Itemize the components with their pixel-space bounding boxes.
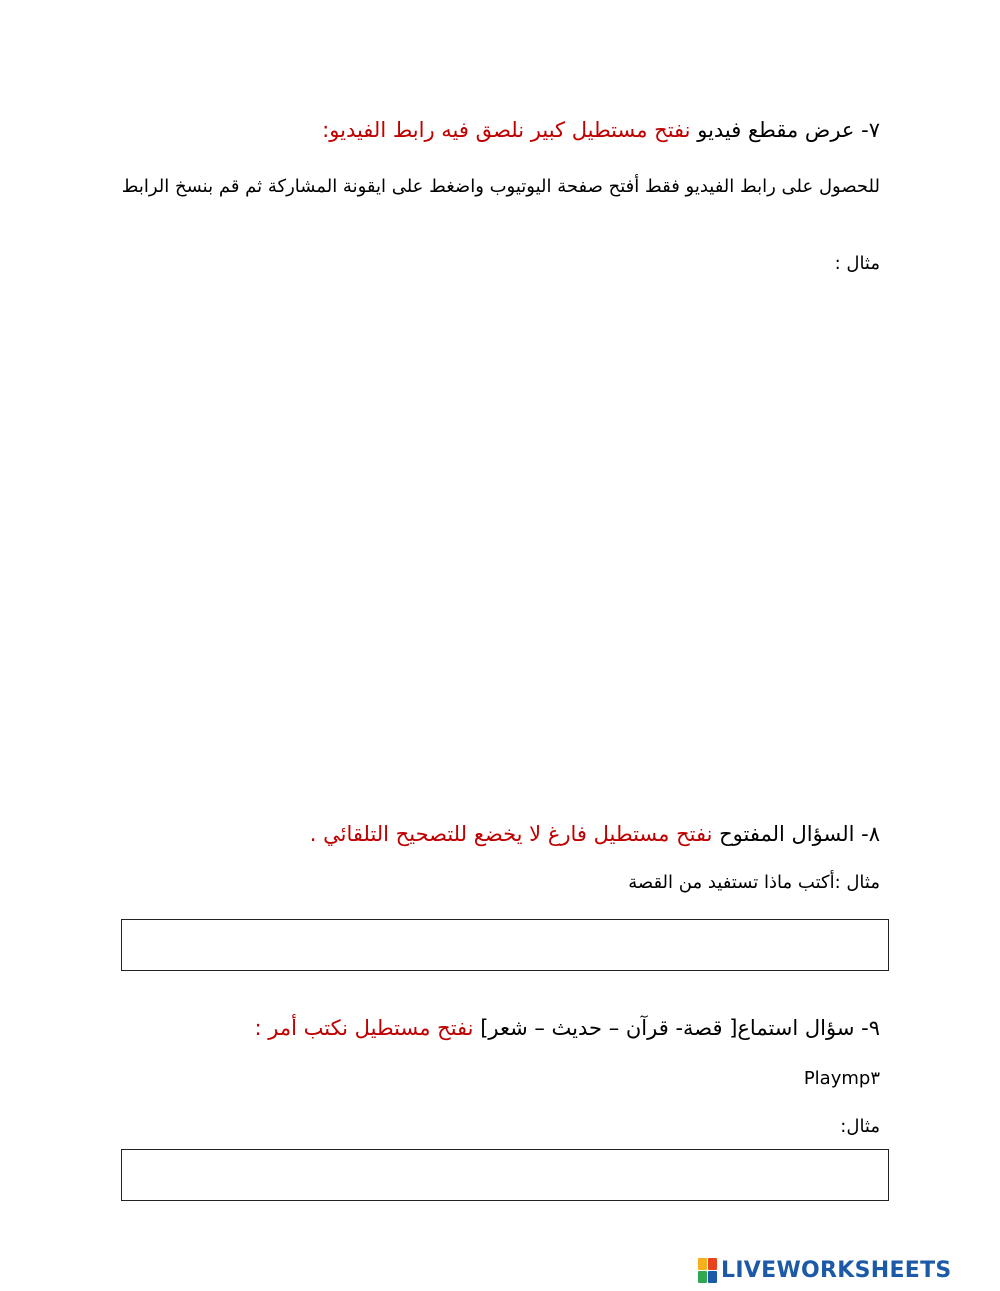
logo-square-1 (698, 1258, 707, 1270)
q8-answer-box[interactable] (121, 919, 889, 971)
q9-lead: سؤال استماع[ قصة- قرآن – حديث – شعر] (480, 1016, 855, 1040)
logo-square-4 (708, 1271, 717, 1283)
q9-example-label: مثال: (840, 1116, 880, 1137)
q9-answer-box[interactable] (121, 1149, 889, 1201)
q8-example-label: مثال :أكتب ماذا تستفيد من القصة (628, 872, 880, 893)
logo-text: LIVEWORKSHEETS (721, 1257, 952, 1283)
q9-number: ٩- (861, 1016, 880, 1040)
q7-number: ٧- (861, 118, 880, 142)
q8-heading (120, 822, 880, 846)
q8-instruction: نفتح مستطيل فارغ لا يخضع للتصحيح التلقائي . (309, 822, 713, 846)
q8-number: ٨- (861, 822, 880, 846)
q7-paragraph: للحصول على رابط الفيديو فقط أفتح صفحة اليوتيوب واضغط على ايقونة المشاركة ثم قم بنسخ الرابط (121, 176, 880, 197)
logo-square-2 (708, 1258, 717, 1270)
q7-lead: عرض مقطع فيديو (697, 118, 855, 142)
q9-command: Playmp٣ (803, 1068, 880, 1089)
q7-instruction: نفتح مستطيل كبير نلصق فيه رابط الفيديو: (322, 118, 691, 142)
q7-example-label: مثال : (834, 253, 880, 274)
logo-mark-icon (698, 1258, 717, 1283)
logo-square-3 (698, 1271, 707, 1283)
q9-heading (120, 1016, 880, 1040)
q7-heading (120, 118, 880, 142)
q9-instruction: نفتح مستطيل نكتب أمر : (254, 1016, 474, 1040)
q8-lead: السؤال المفتوح (719, 822, 855, 846)
liveworksheets-logo (698, 1257, 952, 1283)
